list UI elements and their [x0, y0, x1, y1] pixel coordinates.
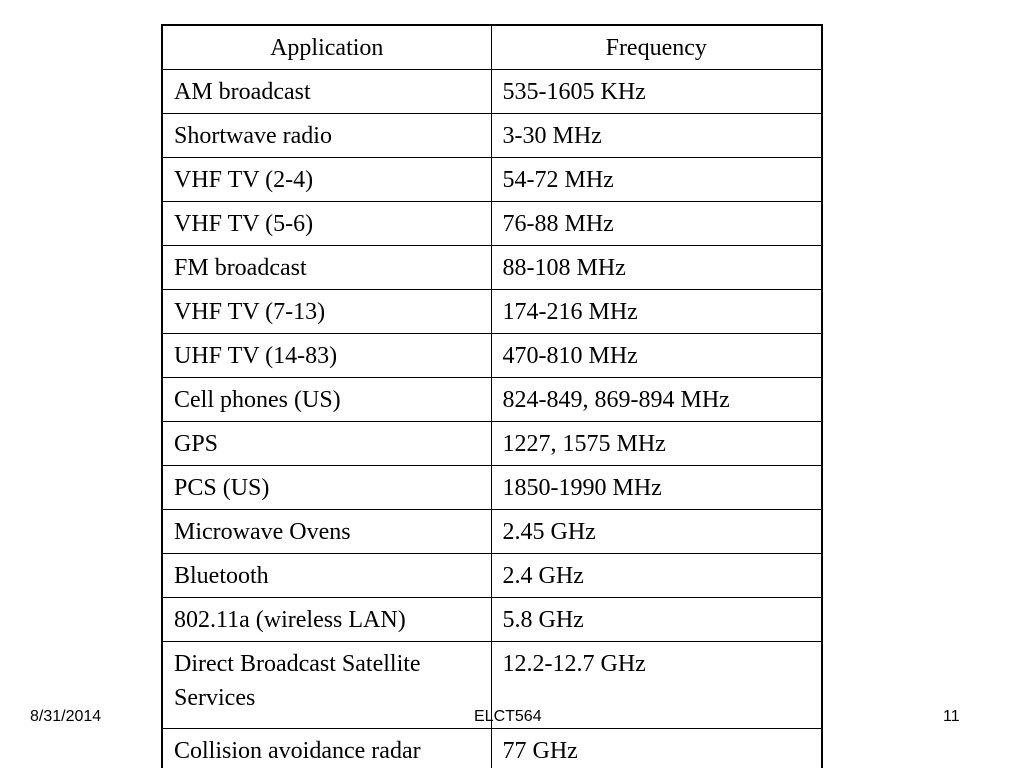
cell-frequency: 76-88 MHz	[491, 202, 822, 246]
table-row	[162, 422, 822, 466]
table-row	[162, 202, 822, 246]
footer-page-number: 11	[943, 708, 960, 725]
cell-frequency: 1227, 1575 MHz	[491, 422, 822, 466]
table-row	[162, 729, 822, 768]
footer-date: 8/31/2014	[30, 708, 102, 725]
cell-application: Direct Broadcast Satellite Services	[162, 642, 491, 729]
table-row	[162, 378, 822, 422]
cell-frequency: 12.2-12.7 GHz	[491, 642, 822, 729]
cell-application: FM broadcast	[162, 246, 491, 290]
cell-frequency: 5.8 GHz	[491, 598, 822, 642]
header-frequency: Frequency	[491, 25, 822, 70]
header-application: Application	[162, 25, 491, 70]
cell-application: Shortwave radio	[162, 114, 491, 158]
cell-frequency: 824-849, 869-894 MHz	[491, 378, 822, 422]
cell-frequency: 2.45 GHz	[491, 510, 822, 554]
cell-application: Microwave Ovens	[162, 510, 491, 554]
cell-application: 802.11a (wireless LAN)	[162, 598, 491, 642]
cell-frequency: 174-216 MHz	[491, 290, 822, 334]
cell-application: AM broadcast	[162, 70, 491, 114]
cell-frequency: 88-108 MHz	[491, 246, 822, 290]
table-row	[162, 466, 822, 510]
cell-application: Bluetooth	[162, 554, 491, 598]
frequency-table	[161, 24, 823, 768]
cell-frequency: 3-30 MHz	[491, 114, 822, 158]
cell-application: VHF TV (7-13)	[162, 290, 491, 334]
cell-frequency: 470-810 MHz	[491, 334, 822, 378]
footer-course-code: ELCT564	[474, 708, 542, 725]
table-row	[162, 554, 822, 598]
table-row	[162, 334, 822, 378]
table-row	[162, 290, 822, 334]
cell-frequency: 1850-1990 MHz	[491, 466, 822, 510]
cell-frequency: 77 GHz	[491, 729, 822, 768]
table-row	[162, 158, 822, 202]
cell-application: PCS (US)	[162, 466, 491, 510]
table-row	[162, 70, 822, 114]
cell-application: VHF TV (5-6)	[162, 202, 491, 246]
cell-application: Cell phones (US)	[162, 378, 491, 422]
cell-application: VHF TV (2-4)	[162, 158, 491, 202]
cell-application: UHF TV (14-83)	[162, 334, 491, 378]
cell-application: Collision avoidance radar	[162, 729, 491, 768]
cell-application: GPS	[162, 422, 491, 466]
cell-frequency: 535-1605 KHz	[491, 70, 822, 114]
table-header-row	[162, 25, 822, 70]
table-row	[162, 510, 822, 554]
cell-frequency: 2.4 GHz	[491, 554, 822, 598]
table-row	[162, 114, 822, 158]
table-row	[162, 598, 822, 642]
cell-frequency: 54-72 MHz	[491, 158, 822, 202]
table-row	[162, 246, 822, 290]
